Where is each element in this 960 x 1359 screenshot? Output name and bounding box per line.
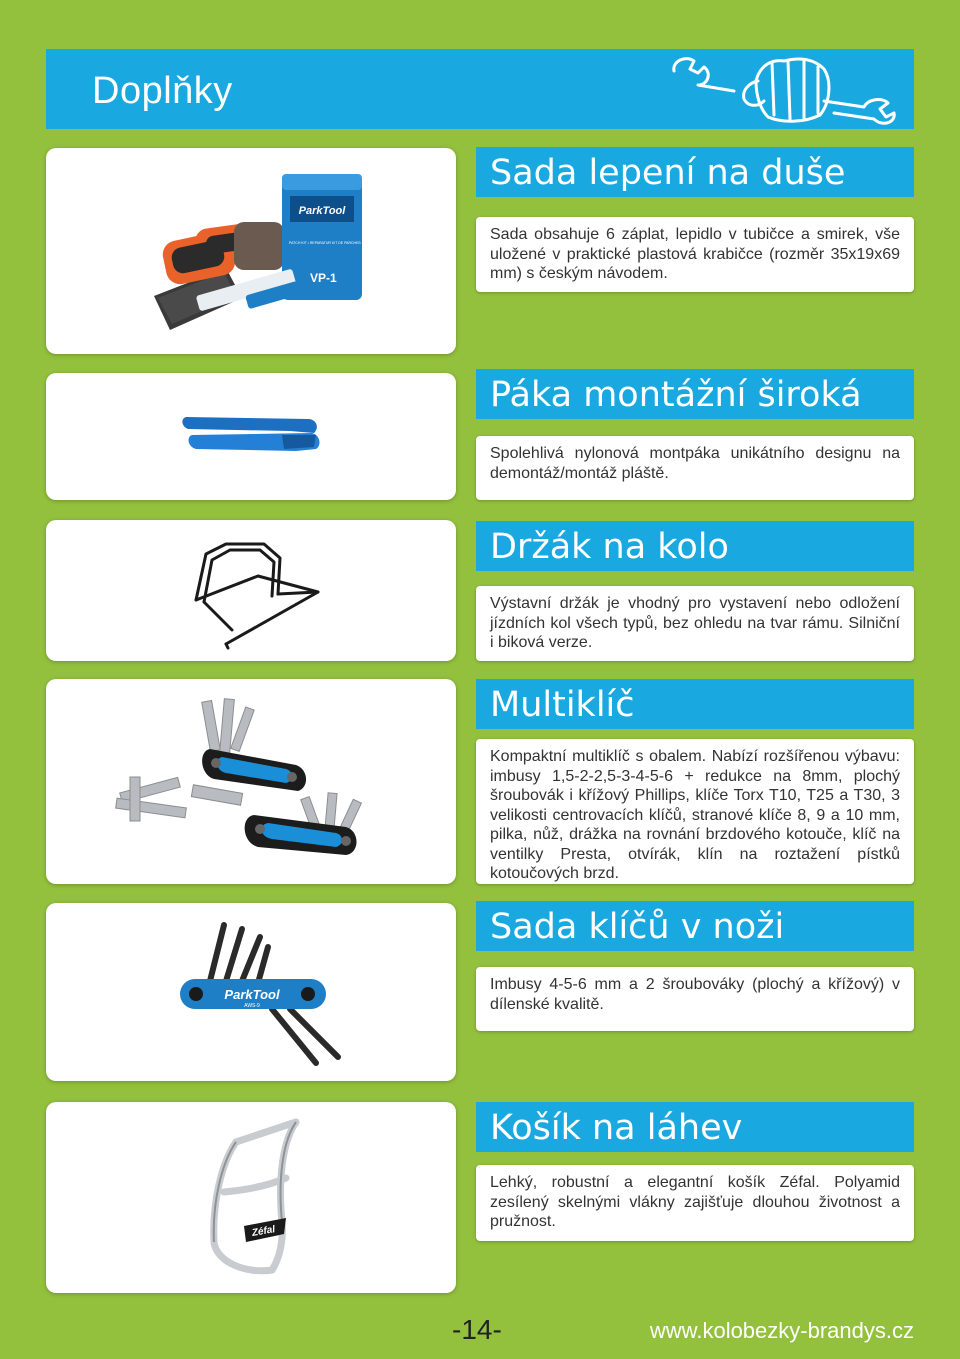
product-description: Sada obsahuje 6 záplat, lepidlo v tubičce a smirek, vše uložené v praktické plastová krabičce (rozměr 35x19x69 mm) s českým návodem. [476, 217, 914, 292]
bike-stand-icon [46, 520, 456, 661]
product-title: Sada lepení na duše [490, 153, 846, 193]
product-title-bar [476, 679, 914, 729]
product-description: Spolehlivá nylonová montpáka unikátního designu na demontáž/montáž pláště. [476, 436, 914, 500]
product-title-bar [476, 901, 914, 951]
multitool-icon [46, 679, 456, 884]
product-title: Multiklíč [490, 685, 635, 725]
product-image-card [46, 148, 456, 354]
product-title: Držák na kolo [490, 527, 729, 567]
page-number: -14- [452, 1314, 502, 1345]
bottle-cage-icon [46, 1102, 456, 1293]
patch-kit-note-text: PATCH KIT • REPARATUR KIT DE PARCHES • PARCHE [289, 241, 379, 245]
patch-kit-brand-text: ParkTool [298, 205, 346, 217]
product-image-card [46, 373, 456, 500]
product-title: Košík na láhev [490, 1108, 743, 1148]
product-description: Lehký, robustní a elegantní košík Zéfal. Polyamid zesílený skelnými vlákny zajišťuje dlouhou životnost a pružnost. [476, 1165, 914, 1241]
product-image-card [46, 679, 456, 884]
product-title-bar [476, 1102, 914, 1152]
product-image-card [46, 520, 456, 661]
product-description: Kompaktní multiklíč s obalem. Nabízí rozšířenou výbavu: imbusy 1,5-2-2,5-3-4-5-6 + redukce na 8mm, plochý šroubovák i křížový Phillips, klíče Torx T10, T25 a T30, 3 velikosti centrovacích klíčů, stranové klíče 8, 9 a 10 mm, pilka, nůž, drážka na rovnání brzdového kotouče, klíč na ventilky Presta, otvírák, klín na roztažení pístků kotoučových brzd. [476, 739, 914, 884]
patch-kit-model-text: VP-1 [310, 271, 337, 285]
product-title-bar [476, 521, 914, 571]
product-image-card [46, 903, 456, 1081]
hex-key-model-text: AWS-9 [244, 1003, 260, 1009]
tire-lever-icon [46, 373, 456, 500]
website-link[interactable]: www.kolobezky-brandys.cz [649, 1318, 914, 1343]
product-title-bar [476, 147, 914, 197]
product-image-card [46, 1102, 456, 1293]
product-title: Páka montážní široká [490, 375, 862, 415]
bottle-cage-brand-text: Zéfal [251, 1224, 277, 1239]
folding-hex-key-icon [46, 903, 456, 1081]
hex-key-brand-text: ParkTool [224, 987, 280, 1002]
product-description: Imbusy 4-5-6 mm a 2 šroubováky (plochý a křížový) v dílenské kvalitě. [476, 967, 914, 1031]
product-title-bar [476, 369, 914, 419]
product-title: Sada klíčů v noži [490, 907, 785, 947]
wrench-fist-icon [664, 51, 914, 127]
page-title: Doplňky [92, 70, 233, 112]
patch-kit-icon [46, 148, 456, 354]
page-header [46, 49, 914, 129]
product-description: Výstavní držák je vhodný pro vystavení nebo odložení jízdních kol všech typů, bez ohledu na tvar rámu. Silniční i biková verze. [476, 586, 914, 661]
